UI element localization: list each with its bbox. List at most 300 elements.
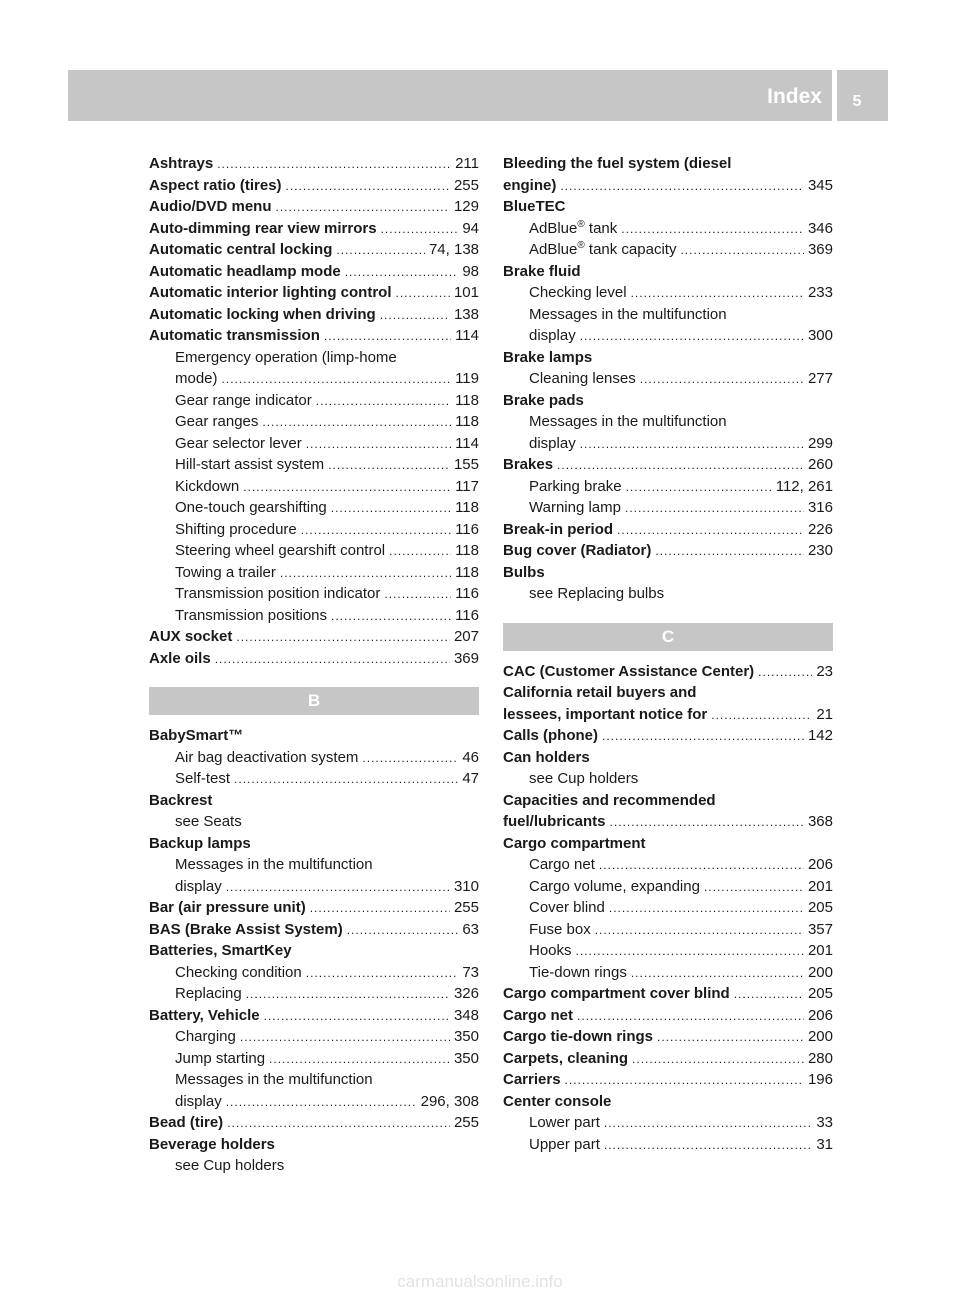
entry-label-text: AUX socket xyxy=(149,628,233,645)
index-subentry xyxy=(149,1155,479,1177)
entry-label xyxy=(529,218,617,240)
entry-label-text: CAC (Customer Assistance Center) xyxy=(503,662,755,680)
entry-label xyxy=(175,811,242,833)
entry-label-text: Air bag deactivation system xyxy=(175,748,359,766)
dot-leader xyxy=(621,219,804,241)
entry-label-text: Batteries, SmartKey xyxy=(149,942,292,959)
index-entry xyxy=(149,175,479,197)
entry-label xyxy=(503,261,581,283)
entry-label-text: Messages in the multifunction xyxy=(175,856,373,873)
dot-leader xyxy=(609,898,804,920)
index-entry xyxy=(503,390,833,412)
entry-label-text: Audio/DVD menu xyxy=(149,198,272,215)
entry-label xyxy=(529,962,627,984)
entry-label-text: Cargo net xyxy=(529,856,595,873)
entry-label-text: display xyxy=(175,1092,222,1110)
dot-leader xyxy=(336,240,425,262)
dot-leader xyxy=(599,855,804,877)
entry-label xyxy=(503,1069,561,1091)
section-heading: B xyxy=(149,687,479,715)
page-reference: 112, 261 xyxy=(775,477,833,495)
entry-label-text: Transmission positions xyxy=(175,606,327,624)
index-entry xyxy=(503,983,833,1005)
entry-label xyxy=(149,325,320,347)
dot-leader xyxy=(240,1027,450,1049)
entry-label xyxy=(529,897,605,919)
entry-label-text: Aspect ratio (tires) xyxy=(149,176,282,194)
dot-leader xyxy=(602,726,804,748)
page-reference: 369 xyxy=(807,241,833,258)
entry-label xyxy=(149,153,213,175)
entry-label xyxy=(175,1091,222,1113)
entry-label xyxy=(503,153,731,175)
index-entry xyxy=(503,682,833,704)
page-reference: 369 xyxy=(453,649,479,667)
entry-label xyxy=(175,454,324,476)
dot-leader xyxy=(345,262,459,284)
page-reference: 119 xyxy=(455,370,479,387)
entry-label-text: Kickdown xyxy=(175,477,240,495)
dot-leader xyxy=(222,369,452,391)
entry-label xyxy=(503,519,613,541)
entry-label xyxy=(175,854,373,876)
entry-label-text: Cargo net xyxy=(503,1006,574,1024)
entry-label-text: fuel/lubricants xyxy=(503,813,606,830)
entry-label xyxy=(503,790,716,812)
index-subentry xyxy=(149,583,479,605)
entry-label-text: Messages in the multifunction xyxy=(175,1071,373,1088)
entry-label-text: Axle oils xyxy=(149,649,211,667)
index-entry xyxy=(149,897,479,919)
dot-leader xyxy=(347,920,459,942)
page-reference: 316 xyxy=(807,499,833,516)
entry-label-text: Cargo tie-down rings xyxy=(503,1028,653,1045)
entry-label-text: Center console xyxy=(503,1092,612,1110)
page-reference: 350 xyxy=(453,1049,479,1067)
page-reference: 129 xyxy=(453,198,479,215)
entry-label xyxy=(175,1048,265,1070)
index-subentry xyxy=(149,854,479,876)
entry-label-text: BabySmart™ xyxy=(149,727,244,744)
entry-label-text: Battery, Vehicle xyxy=(149,1006,260,1024)
entry-label xyxy=(503,661,754,683)
index-entry xyxy=(149,1005,479,1027)
entry-label-text: Messages in the multifunction xyxy=(529,305,727,323)
index-entry xyxy=(503,261,833,283)
entry-label-text: Replacing xyxy=(175,985,242,1002)
entry-label xyxy=(529,304,727,326)
index-entry xyxy=(503,790,833,812)
page-reference: 98 xyxy=(462,262,479,280)
entry-label xyxy=(529,282,627,304)
entry-label xyxy=(529,239,676,261)
entry-label-text: Cleaning lenses xyxy=(529,370,636,387)
dot-leader xyxy=(631,283,804,305)
entry-label xyxy=(503,1091,611,1113)
dot-leader xyxy=(215,649,450,671)
entry-label xyxy=(503,725,598,747)
index-entry xyxy=(149,725,479,747)
index-entry xyxy=(503,153,833,175)
entry-label xyxy=(149,304,376,326)
page-reference: 116 xyxy=(455,606,479,624)
entry-label-text: BAS (Brake Assist System) xyxy=(149,920,343,938)
index-subentry xyxy=(503,476,833,498)
entry-label-text: Lower part xyxy=(529,1114,600,1131)
entry-label-text: Brake lamps xyxy=(503,348,593,366)
dot-leader xyxy=(331,606,451,628)
dot-leader xyxy=(626,477,772,499)
dot-leader xyxy=(381,219,459,241)
entry-label xyxy=(529,325,576,347)
index-subentry xyxy=(503,962,833,984)
index-subentry xyxy=(149,411,479,433)
page-title: Index xyxy=(767,85,822,108)
entry-label xyxy=(503,175,556,197)
entry-label xyxy=(503,833,646,855)
entry-label-text: Hooks xyxy=(529,942,572,959)
index-entry xyxy=(503,454,833,476)
entry-label-text: Cargo compartment xyxy=(503,834,646,852)
entry-label xyxy=(175,1026,236,1048)
dot-leader xyxy=(362,748,458,770)
entry-label-text: Tie-down rings xyxy=(529,963,627,981)
index-subentry xyxy=(503,497,833,519)
entry-label xyxy=(503,347,592,369)
entry-label-text: Can holders xyxy=(503,748,590,766)
index-entry xyxy=(503,1026,833,1048)
dot-leader xyxy=(580,326,804,348)
index-entry xyxy=(503,196,833,218)
page-reference: 114 xyxy=(455,327,479,344)
registered-mark: ® xyxy=(577,240,585,251)
entry-label xyxy=(529,411,727,433)
index-entry xyxy=(503,1069,833,1091)
index-entry xyxy=(503,661,833,683)
index-subentry xyxy=(503,282,833,304)
index-subentry xyxy=(503,304,833,326)
entry-label-text: Bar (air pressure unit) xyxy=(149,899,306,916)
index-subentry xyxy=(503,239,833,261)
entry-label xyxy=(503,704,707,726)
index-subentry xyxy=(149,347,479,369)
entry-label xyxy=(175,768,230,790)
index-subentry xyxy=(149,768,479,790)
dot-leader xyxy=(384,584,451,606)
index-subentry xyxy=(149,562,479,584)
dot-leader xyxy=(680,240,804,262)
dot-leader xyxy=(310,898,450,920)
dot-leader xyxy=(560,176,804,198)
entry-label xyxy=(149,833,251,855)
dot-leader xyxy=(264,1006,450,1028)
page-reference: 296, 308 xyxy=(420,1092,479,1110)
entry-label-text: see Cup holders xyxy=(529,770,639,787)
entry-label xyxy=(175,497,327,519)
entry-label-text: display xyxy=(529,327,576,344)
entry-label-text: Automatic headlamp mode xyxy=(149,262,341,280)
dot-leader xyxy=(286,176,450,198)
page-reference: 118 xyxy=(455,542,479,559)
index-subentry xyxy=(149,390,479,412)
index-entry xyxy=(149,325,479,347)
dot-leader xyxy=(324,326,451,348)
page-reference: 277 xyxy=(807,370,833,387)
entry-label xyxy=(529,768,638,790)
entry-label xyxy=(529,876,700,898)
dot-leader xyxy=(243,477,451,499)
entry-label xyxy=(503,454,553,476)
entry-label xyxy=(149,261,341,283)
watermark: carmanualsonline.info xyxy=(397,1272,563,1291)
entry-label-text: Checking level xyxy=(529,284,627,301)
dot-leader xyxy=(577,1006,804,1028)
entry-label-text: see Cup holders xyxy=(175,1157,285,1174)
dot-leader xyxy=(655,541,804,563)
entry-label xyxy=(503,540,651,562)
entry-label xyxy=(503,562,545,584)
index-entry xyxy=(149,833,479,855)
page-reference: 368 xyxy=(807,813,833,830)
index-subentry xyxy=(503,368,833,390)
index-entry xyxy=(149,1134,479,1156)
page-reference: 196 xyxy=(807,1071,833,1088)
entry-label-text: Auto-dimming rear view mirrors xyxy=(149,219,377,237)
page-reference: 255 xyxy=(453,899,479,916)
index-entry xyxy=(149,261,479,283)
entry-label-text: BlueTEC xyxy=(503,198,566,215)
index-entry xyxy=(149,239,479,261)
page-reference: 118 xyxy=(455,413,479,430)
entry-label-text: Brake fluid xyxy=(503,262,581,280)
page-reference: 310 xyxy=(453,877,479,895)
dot-leader xyxy=(604,1113,812,1135)
entry-label-text: Shifting procedure xyxy=(175,520,297,538)
page-reference: 255 xyxy=(453,1114,479,1131)
entry-label-text: engine) xyxy=(503,176,557,194)
index-subentry xyxy=(149,497,479,519)
index-subentry xyxy=(149,476,479,498)
index-subentry xyxy=(503,218,833,240)
entry-label xyxy=(529,854,595,876)
entry-label xyxy=(175,540,385,562)
index-subentry xyxy=(149,368,479,390)
index-entry xyxy=(503,347,833,369)
index-entry xyxy=(149,626,479,648)
page-reference: 230 xyxy=(807,542,833,559)
index-entry xyxy=(503,1048,833,1070)
index-column-left xyxy=(149,153,479,1177)
index-subentry xyxy=(503,854,833,876)
entry-label xyxy=(503,196,566,218)
dot-leader xyxy=(301,520,451,542)
page-reference: 21 xyxy=(816,705,833,723)
page-reference: 101 xyxy=(453,284,479,301)
index-subentry xyxy=(503,897,833,919)
index-entry xyxy=(503,704,833,726)
entry-label-text: Upper part xyxy=(529,1135,600,1153)
entry-label xyxy=(175,876,222,898)
index-subentry xyxy=(503,940,833,962)
dot-leader xyxy=(758,662,812,684)
entry-label xyxy=(529,1112,600,1134)
entry-label-text: Cargo volume, expanding xyxy=(529,877,700,895)
dot-leader xyxy=(625,498,804,520)
entry-label-text: Gear ranges xyxy=(175,413,259,430)
entry-label xyxy=(175,347,397,369)
entry-label-text: One-touch gearshifting xyxy=(175,499,327,516)
entry-label xyxy=(175,962,302,984)
entry-label-suffix: tank capacity xyxy=(584,241,677,258)
entry-label xyxy=(149,218,377,240)
page-reference: 74, 138 xyxy=(428,241,479,258)
page-reference: 116 xyxy=(455,585,479,602)
dot-leader xyxy=(226,877,450,899)
index-subentry xyxy=(149,1069,479,1091)
entry-label xyxy=(529,476,622,498)
entry-label xyxy=(503,1005,573,1027)
index-entry xyxy=(503,519,833,541)
index-subentry xyxy=(503,1112,833,1134)
entry-label-text: Beverage holders xyxy=(149,1135,275,1153)
index-subentry xyxy=(149,1048,479,1070)
entry-label-text: Messages in the multifunction xyxy=(529,413,727,430)
index-entry xyxy=(149,1112,479,1134)
dot-leader xyxy=(604,1135,812,1157)
dot-leader xyxy=(316,391,451,413)
index-subentry xyxy=(149,1091,479,1113)
entry-label-text: Break-in period xyxy=(503,520,614,538)
entry-label-text: Cover blind xyxy=(529,899,605,916)
entry-label xyxy=(149,196,272,218)
page-reference: 207 xyxy=(453,628,479,645)
entry-label-text: Carriers xyxy=(503,1071,561,1088)
page-reference: 226 xyxy=(807,520,833,538)
index-subentry xyxy=(503,919,833,941)
entry-label xyxy=(149,940,292,962)
dot-leader xyxy=(610,812,804,834)
index-subentry xyxy=(503,411,833,433)
index-subentry xyxy=(149,454,479,476)
entry-label-text: Charging xyxy=(175,1028,236,1045)
entry-label xyxy=(175,747,358,769)
index-entry xyxy=(149,790,479,812)
entry-label-text: Gear selector lever xyxy=(175,434,302,452)
entry-label-text: Automatic interior lighting control xyxy=(149,284,392,301)
page-reference: 116 xyxy=(455,520,479,538)
entry-label xyxy=(175,1155,284,1177)
dot-leader xyxy=(595,920,804,942)
dot-leader xyxy=(631,963,804,985)
dot-leader xyxy=(640,369,804,391)
index-entry xyxy=(149,940,479,962)
entry-label xyxy=(149,175,282,197)
index-entry xyxy=(149,282,479,304)
entry-label-text: Gear range indicator xyxy=(175,391,312,409)
entry-label-text: Brakes xyxy=(503,456,554,473)
entry-label xyxy=(175,583,380,605)
entry-label-text: display xyxy=(175,877,222,895)
entry-label-text: Jump starting xyxy=(175,1049,266,1067)
page-reference: 23 xyxy=(816,662,833,680)
index-subentry xyxy=(503,1134,833,1156)
index-entry xyxy=(149,648,479,670)
entry-label-text: Towing a trailer xyxy=(175,563,276,581)
entry-label xyxy=(175,605,327,627)
entry-label xyxy=(529,1134,600,1156)
index-subentry xyxy=(503,433,833,455)
entry-label-text: Brake pads xyxy=(503,391,584,409)
page-reference: 206 xyxy=(807,1006,833,1024)
dot-leader xyxy=(389,541,451,563)
page-reference: 73 xyxy=(462,963,479,981)
entry-label xyxy=(529,433,576,455)
entry-label xyxy=(175,368,218,390)
page-reference: 118 xyxy=(455,563,479,581)
page-reference: 280 xyxy=(807,1049,833,1067)
page-reference: 350 xyxy=(453,1028,479,1045)
dot-leader xyxy=(576,941,804,963)
entry-label xyxy=(149,282,392,304)
entry-label-text: Cargo compartment cover blind xyxy=(503,985,730,1002)
entry-label xyxy=(503,811,606,833)
index-subentry xyxy=(149,962,479,984)
dot-leader xyxy=(380,305,450,327)
entry-label xyxy=(529,368,636,390)
entry-label xyxy=(149,919,343,941)
entry-label xyxy=(175,562,276,584)
index-subentry xyxy=(149,1026,479,1048)
index-column-right xyxy=(503,153,833,1155)
page-reference: 47 xyxy=(462,770,479,787)
entry-label-text: Bleeding the fuel system (diesel xyxy=(503,155,732,172)
entry-label-text: Checking condition xyxy=(175,963,302,981)
index-entry xyxy=(149,919,479,941)
entry-label-text: Calls (phone) xyxy=(503,727,599,744)
entry-label xyxy=(503,983,730,1005)
entry-label-text: California retail buyers and xyxy=(503,684,697,701)
index-subentry xyxy=(503,876,833,898)
dot-leader xyxy=(396,283,450,305)
entry-label-text: AdBlue xyxy=(529,241,578,258)
entry-label xyxy=(529,583,664,605)
dot-leader xyxy=(711,705,812,727)
entry-label-text: Bulbs xyxy=(503,563,545,581)
page-reference: 117 xyxy=(455,477,479,495)
page-reference: 118 xyxy=(455,499,479,516)
index-subentry xyxy=(149,433,479,455)
entry-label xyxy=(175,433,302,455)
page-reference: 211 xyxy=(455,155,479,172)
entry-label-text: Automatic central locking xyxy=(149,241,333,258)
index-subentry xyxy=(149,540,479,562)
page-reference: 33 xyxy=(816,1114,833,1131)
index-subentry xyxy=(503,583,833,605)
index-subentry xyxy=(149,519,479,541)
entry-label-text: display xyxy=(529,434,576,452)
index-subentry xyxy=(149,811,479,833)
dot-leader xyxy=(306,434,451,456)
entry-label-text: Warning lamp xyxy=(529,499,621,516)
entry-label-text: lessees, important notice for xyxy=(503,705,708,723)
entry-label xyxy=(149,1112,223,1134)
index-entry xyxy=(503,175,833,197)
page-reference: 46 xyxy=(462,748,479,766)
entry-label xyxy=(175,1069,373,1091)
entry-label xyxy=(149,725,243,747)
page-reference: 155 xyxy=(453,456,479,473)
entry-label xyxy=(529,497,621,519)
